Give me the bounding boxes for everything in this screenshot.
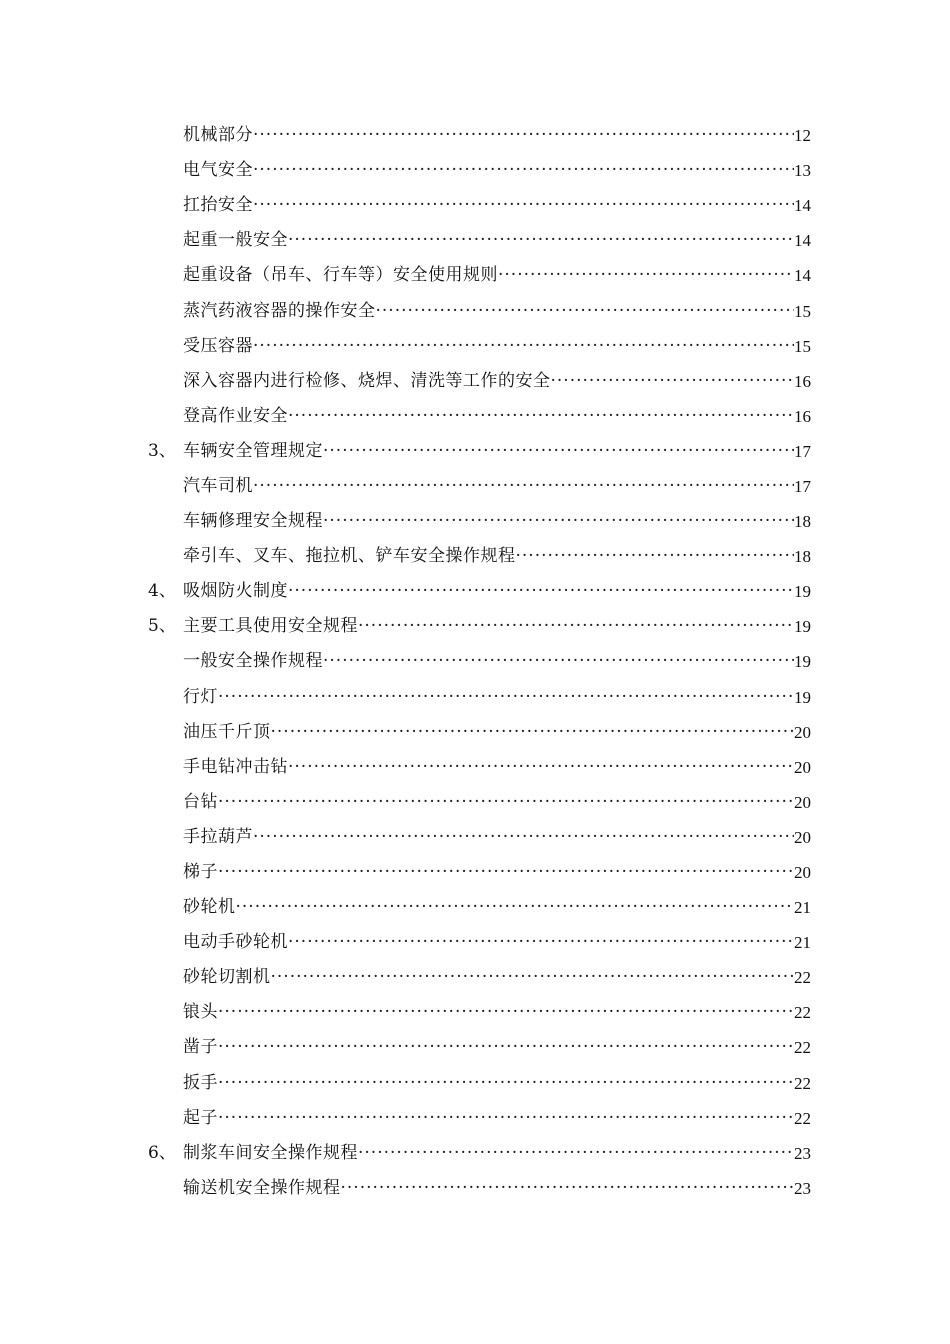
toc-dot-leader <box>551 364 795 399</box>
toc-entry-title-line <box>183 715 794 750</box>
toc-entry <box>0 188 950 223</box>
toc-entry-title: 受压容器 <box>183 335 253 356</box>
toc-entry <box>0 1030 950 1065</box>
toc-entry-title-line <box>183 294 794 329</box>
toc-entry-title-line <box>183 750 794 785</box>
toc-entry <box>0 364 950 399</box>
toc-entry-page-number: 22 <box>794 1073 811 1093</box>
toc-entry-title-line <box>183 890 794 925</box>
toc-entry-title-line <box>183 644 794 679</box>
toc-entry-title-line <box>183 785 794 820</box>
toc-dot-leader <box>323 434 794 469</box>
toc-entry <box>0 504 950 539</box>
toc-entry-title-line <box>183 855 794 890</box>
toc-dot-leader <box>358 609 794 644</box>
toc-entry <box>0 1101 950 1136</box>
toc-entry <box>0 293 950 328</box>
toc-entry-title: 输送机安全操作规程 <box>183 1177 341 1198</box>
toc-entry-page-number: 22 <box>794 1108 811 1128</box>
toc-dot-leader <box>271 960 795 995</box>
toc-entry-title-line <box>183 1171 794 1206</box>
toc-entry-page-number: 15 <box>794 301 811 321</box>
toc-entry-title-line <box>183 1030 794 1065</box>
toc-entry <box>0 434 950 469</box>
toc-entry <box>0 820 950 855</box>
toc-entry-page-number: 19 <box>794 687 811 707</box>
toc-entry-title-line <box>183 504 794 539</box>
toc-entry-title-line <box>183 153 794 188</box>
toc-entry-title: 吸烟防火制度 <box>183 581 288 602</box>
toc-entry-page-number: 12 <box>794 126 811 146</box>
toc-entry-title: 车辆安全管理规定 <box>183 440 323 461</box>
toc-entry-title-line <box>183 469 794 504</box>
toc-entry-title-line <box>183 399 794 434</box>
toc-entry-page-number: 14 <box>794 196 811 216</box>
toc-entry-title-line <box>183 329 794 364</box>
toc-entry-number: 4、 <box>148 581 176 602</box>
toc-entry <box>0 223 950 258</box>
toc-entry-title-line <box>183 680 794 715</box>
toc-entry <box>0 785 950 820</box>
toc-entry-title: 手电钻冲击钻 <box>183 756 288 777</box>
toc-entry <box>0 750 950 785</box>
toc-entry-title-line <box>183 223 794 258</box>
toc-dot-leader <box>288 925 794 960</box>
toc-entry-page-number: 17 <box>794 476 811 496</box>
toc-entry <box>0 890 950 925</box>
toc-entry-title-line <box>183 539 794 574</box>
toc-entry-title: 汽车司机 <box>183 475 253 496</box>
toc-entry-page-number: 22 <box>794 1003 811 1023</box>
toc-entry-title-line <box>183 995 794 1030</box>
toc-dot-leader <box>271 715 795 750</box>
toc-dot-leader <box>288 223 794 258</box>
toc-entry <box>0 995 950 1030</box>
toc-entry <box>0 329 950 364</box>
toc-entry-title: 扳手 <box>183 1072 218 1093</box>
toc-entry <box>0 1136 950 1171</box>
toc-entry <box>0 1066 950 1101</box>
toc-dot-leader <box>253 329 794 364</box>
toc-entry-number: 6、 <box>148 1142 176 1163</box>
toc-entry-title: 手拉葫芦 <box>183 826 253 847</box>
toc-entry-title: 起子 <box>183 1107 218 1128</box>
toc-entry-page-number: 22 <box>794 1038 811 1058</box>
toc-dot-leader <box>253 118 794 153</box>
toc-dot-leader <box>236 890 795 925</box>
toc-dot-leader <box>218 785 794 820</box>
toc-dot-leader <box>516 539 795 574</box>
toc-dot-leader <box>323 644 794 679</box>
toc-entry-page-number: 21 <box>794 933 811 953</box>
toc-entry-number: 3、 <box>148 440 176 461</box>
toc-entry-title-line <box>183 188 794 223</box>
toc-entry-title: 深入容器内进行检修、烧焊、清洗等工作的安全 <box>183 370 551 391</box>
toc-entry-title: 牵引车、叉车、拖拉机、铲车安全操作规程 <box>183 546 516 567</box>
toc-dot-leader <box>253 188 794 223</box>
toc-entry-page-number: 14 <box>794 231 811 251</box>
toc-entry <box>0 469 950 504</box>
toc-entry-title: 车辆修理安全规程 <box>183 511 323 532</box>
toc-entry-page-number: 17 <box>794 441 811 461</box>
toc-entry-title: 主要工具使用安全规程 <box>183 616 358 637</box>
toc-entry-title-line <box>183 609 794 644</box>
toc-entry-title: 制浆车间安全操作规程 <box>183 1142 358 1163</box>
toc-entry-page-number: 19 <box>794 617 811 637</box>
toc-dot-leader <box>253 153 794 188</box>
table-of-contents <box>0 118 950 1206</box>
toc-dot-leader <box>341 1171 795 1206</box>
toc-entry-title: 油压千斤顶 <box>183 721 271 742</box>
toc-dot-leader <box>218 1030 794 1065</box>
toc-entry-title: 行灯 <box>183 686 218 707</box>
toc-entry-page-number: 18 <box>794 547 811 567</box>
toc-entry <box>0 609 950 644</box>
toc-entry <box>0 118 950 153</box>
toc-dot-leader <box>376 294 795 329</box>
toc-entry-title: 蒸汽药液容器的操作安全 <box>183 300 376 321</box>
toc-entry <box>0 925 950 960</box>
toc-entry-page-number: 21 <box>794 898 811 918</box>
toc-entry-title: 砂轮切割机 <box>183 967 271 988</box>
toc-entry-page-number: 13 <box>794 161 811 181</box>
toc-entry-page-number: 18 <box>794 512 811 532</box>
toc-entry-title-line <box>183 574 794 609</box>
toc-entry <box>0 855 950 890</box>
toc-entry-title-line <box>183 1066 794 1101</box>
toc-entry <box>0 539 950 574</box>
toc-entry-title: 锒头 <box>183 1002 218 1023</box>
toc-entry <box>0 153 950 188</box>
toc-entry-number: 5、 <box>148 616 176 637</box>
toc-entry-title: 机械部分 <box>183 125 253 146</box>
toc-dot-leader <box>253 469 794 504</box>
toc-entry <box>0 258 950 293</box>
toc-entry-title: 台钻 <box>183 791 218 812</box>
toc-dot-leader <box>323 504 794 539</box>
toc-entry <box>0 574 950 609</box>
toc-dot-leader <box>218 855 794 890</box>
toc-entry-page-number: 20 <box>794 722 811 742</box>
toc-entry-title-line <box>183 925 794 960</box>
toc-entry-title: 电气安全 <box>183 160 253 181</box>
toc-entry-page-number: 16 <box>794 406 811 426</box>
toc-dot-leader <box>288 399 794 434</box>
toc-dot-leader <box>218 995 794 1030</box>
toc-entry-page-number: 15 <box>794 336 811 356</box>
toc-entry <box>0 715 950 750</box>
toc-entry-title: 电动手砂轮机 <box>183 932 288 953</box>
toc-entry <box>0 680 950 715</box>
toc-entry-page-number: 20 <box>794 827 811 847</box>
toc-entry <box>0 1171 950 1206</box>
toc-dot-leader <box>218 1101 794 1136</box>
toc-entry-title-line <box>183 364 794 399</box>
toc-dot-leader <box>288 574 794 609</box>
toc-entry <box>0 644 950 679</box>
toc-entry-page-number: 14 <box>794 266 811 286</box>
toc-entry-title-line <box>183 1101 794 1136</box>
toc-entry-page-number: 16 <box>794 371 811 391</box>
toc-entry-title-line <box>183 118 794 153</box>
toc-dot-leader <box>358 1136 794 1171</box>
toc-entry-title-line <box>183 960 794 995</box>
toc-entry <box>0 399 950 434</box>
toc-entry-title: 梯子 <box>183 862 218 883</box>
toc-entry-title: 凿子 <box>183 1037 218 1058</box>
toc-dot-leader <box>253 820 794 855</box>
toc-entry-title: 一般安全操作规程 <box>183 651 323 672</box>
toc-entry-title-line <box>183 258 794 293</box>
toc-entry-page-number: 19 <box>794 582 811 602</box>
toc-entry <box>0 960 950 995</box>
toc-dot-leader <box>288 750 794 785</box>
toc-entry-page-number: 20 <box>794 863 811 883</box>
toc-entry-page-number: 19 <box>794 652 811 672</box>
toc-dot-leader <box>498 258 794 293</box>
toc-dot-leader <box>218 1066 794 1101</box>
toc-entry-title-line <box>183 1136 794 1171</box>
toc-dot-leader <box>218 680 794 715</box>
toc-entry-title: 登高作业安全 <box>183 405 288 426</box>
toc-entry-title-line <box>183 434 794 469</box>
toc-entry-title: 砂轮机 <box>183 897 236 918</box>
toc-entry-page-number: 23 <box>794 1178 811 1198</box>
toc-entry-page-number: 22 <box>794 968 811 988</box>
toc-entry-page-number: 23 <box>794 1143 811 1163</box>
toc-entry-title-line <box>183 820 794 855</box>
toc-entry-title: 起重一般安全 <box>183 230 288 251</box>
toc-entry-page-number: 20 <box>794 792 811 812</box>
toc-entry-page-number: 20 <box>794 757 811 777</box>
toc-entry-title: 起重设备（吊车、行车等）安全使用规则 <box>183 265 498 286</box>
toc-entry-title: 扛抬安全 <box>183 195 253 216</box>
